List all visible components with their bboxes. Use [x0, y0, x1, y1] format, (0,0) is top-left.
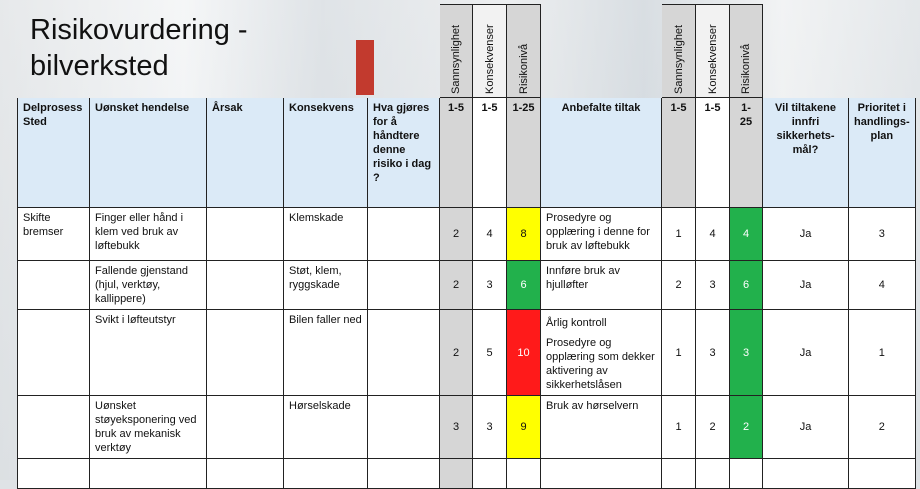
- empty-cell: [368, 459, 440, 489]
- table-row: [18, 208, 916, 261]
- cell-tiltak: [541, 261, 662, 310]
- empty-cell: [90, 459, 207, 489]
- empty-cell: [440, 459, 473, 489]
- page-title: Risikovurdering - bilverksted: [30, 14, 248, 82]
- col-header-delprosess: Delprosess Sted: [18, 98, 90, 208]
- cell-innfri: Ja: [763, 396, 849, 459]
- empty-cell: [696, 459, 730, 489]
- probability-header: Sannsynlighet: [450, 24, 462, 94]
- col-header-scale: 1-5: [440, 98, 473, 208]
- vertical-header-cell: [440, 5, 473, 98]
- cell-hendelse: Uønsket støyeksponering ved bruk av mekanisk verktøy: [90, 396, 207, 459]
- vertical-header-cell: [507, 5, 541, 98]
- cell-consequence: 3: [473, 396, 507, 459]
- cell-konsekvens: Støt, klem, ryggskade: [284, 261, 368, 310]
- col-header-prioritet: Prioritet i handlings-plan: [849, 98, 916, 208]
- cell-consequence: 4: [473, 208, 507, 261]
- vertical-header-cell: [473, 5, 507, 98]
- tiltak-text: Årlig kontroll: [546, 317, 607, 329]
- cell-arsak: [207, 310, 284, 396]
- cell-consequence: 3: [473, 261, 507, 310]
- cell-tiltak: [541, 396, 662, 459]
- cell-innfri: Ja: [763, 261, 849, 310]
- vertical-header-row: [18, 5, 916, 98]
- cell-hendelse: Svikt i løfteutstyr: [90, 310, 207, 396]
- cell-probability-after: 1: [662, 208, 696, 261]
- cell-probability-after: 1: [662, 396, 696, 459]
- empty-cell: [507, 459, 541, 489]
- empty-cell: [18, 459, 90, 489]
- empty-cell: [730, 459, 763, 489]
- cell-probability-after: 1: [662, 310, 696, 396]
- tiltak-text: Prosedyre og opplæring i denne for bruk av løftebukk: [546, 212, 650, 252]
- table-row: [18, 261, 916, 310]
- cell-consequence-after: 2: [696, 396, 730, 459]
- cell-risk-level: 10: [507, 310, 541, 396]
- col-header-scale: 1-5: [696, 98, 730, 208]
- cell-konsekvens: Hørselskade: [284, 396, 368, 459]
- cell-arsak: [207, 261, 284, 310]
- cell-risk-level-after: 3: [730, 310, 763, 396]
- cell-risk-level-after: 6: [730, 261, 763, 310]
- risk-level-header: Risikonivå: [517, 43, 530, 94]
- cell-tiltak: [541, 208, 662, 261]
- cell-delprosess: [18, 261, 90, 310]
- cell-arsak: [207, 208, 284, 261]
- cell-prioritet: 4: [849, 261, 916, 310]
- cell-delprosess: Skifte bremser: [18, 208, 90, 261]
- consequence-header-after: Konsekvenser: [706, 24, 719, 94]
- tiltak-text: Bruk av hørselvern: [546, 400, 639, 412]
- cell-consequence-after: 3: [696, 310, 730, 396]
- cell-innfri: Ja: [763, 208, 849, 261]
- empty-cell: [662, 459, 696, 489]
- empty-cell: [541, 459, 662, 489]
- empty-cell: [763, 459, 849, 489]
- empty-cell: [473, 459, 507, 489]
- cell-risk-level: 6: [507, 261, 541, 310]
- cell-consequence-after: 4: [696, 208, 730, 261]
- col-header-handtere: Hva gjøres for å håndtere denne risiko i dag ?: [368, 98, 440, 208]
- cell-arsak: [207, 396, 284, 459]
- column-header-row: [18, 98, 916, 208]
- col-header-scale: 1-5: [473, 98, 507, 208]
- cell-risk-level-after: 4: [730, 208, 763, 261]
- cell-probability: 2: [440, 208, 473, 261]
- vertical-header-cell: [696, 5, 730, 98]
- col-header-arsak: Årsak: [207, 98, 284, 208]
- cell-hendelse: Finger eller hånd i klem ved bruk av løftebukk: [90, 208, 207, 261]
- cell-probability: 2: [440, 261, 473, 310]
- cell-delprosess: [18, 310, 90, 396]
- cell-konsekvens: Klemskade: [284, 208, 368, 261]
- col-header-scale: 1-25: [730, 98, 763, 208]
- cell-risk-level: 8: [507, 208, 541, 261]
- risk-level-header-after: Risikonivå: [740, 43, 752, 94]
- risk-table: [17, 4, 916, 489]
- cell-handtere: [368, 310, 440, 396]
- cell-risk-level-after: 2: [730, 396, 763, 459]
- vertical-header-cell: [730, 5, 763, 98]
- cell-konsekvens: Bilen faller ned: [284, 310, 368, 396]
- cell-probability-after: 2: [662, 261, 696, 310]
- cell-probability: 2: [440, 310, 473, 396]
- consequence-header: Konsekvenser: [483, 24, 496, 94]
- cell-prioritet: 2: [849, 396, 916, 459]
- vertical-header-cell: [662, 5, 696, 98]
- cell-risk-level: 9: [507, 396, 541, 459]
- col-header-scale: 1-25: [507, 98, 541, 208]
- cell-tiltak: [541, 310, 662, 396]
- col-header-konsekvens: Konsekvens: [284, 98, 368, 208]
- table-row: [18, 310, 916, 396]
- empty-cell: [849, 459, 916, 489]
- cell-probability: 3: [440, 396, 473, 459]
- cell-handtere: [368, 396, 440, 459]
- col-header-innfri: Vil tiltakene innfri sikkerhets-mål?: [763, 98, 849, 208]
- cell-prioritet: 1: [849, 310, 916, 396]
- cell-hendelse: Fallende gjenstand (hjul, verktøy, kallippere): [90, 261, 207, 310]
- cell-handtere: [368, 261, 440, 310]
- col-header-hendelse: Uønsket hendelse: [90, 98, 207, 208]
- tiltak-text: Innføre bruk av hjulløfter: [546, 265, 620, 291]
- probability-header-after: Sannsynlighet: [672, 24, 685, 94]
- empty-cell: [207, 459, 284, 489]
- col-header-scale: 1-5: [662, 98, 696, 208]
- tiltak-text-second: Prosedyre og opplæring som dekker aktivering av sikkerhetslåsen: [546, 337, 655, 391]
- table-row: [18, 396, 916, 459]
- cell-handtere: [368, 208, 440, 261]
- cell-prioritet: 3: [849, 208, 916, 261]
- col-header-tiltak: Anbefalte tiltak: [541, 98, 662, 208]
- empty-cell: [284, 459, 368, 489]
- cell-delprosess: [18, 396, 90, 459]
- cell-consequence-after: 3: [696, 261, 730, 310]
- table-row-empty: [18, 459, 916, 489]
- cell-innfri: Ja: [763, 310, 849, 396]
- cell-consequence: 5: [473, 310, 507, 396]
